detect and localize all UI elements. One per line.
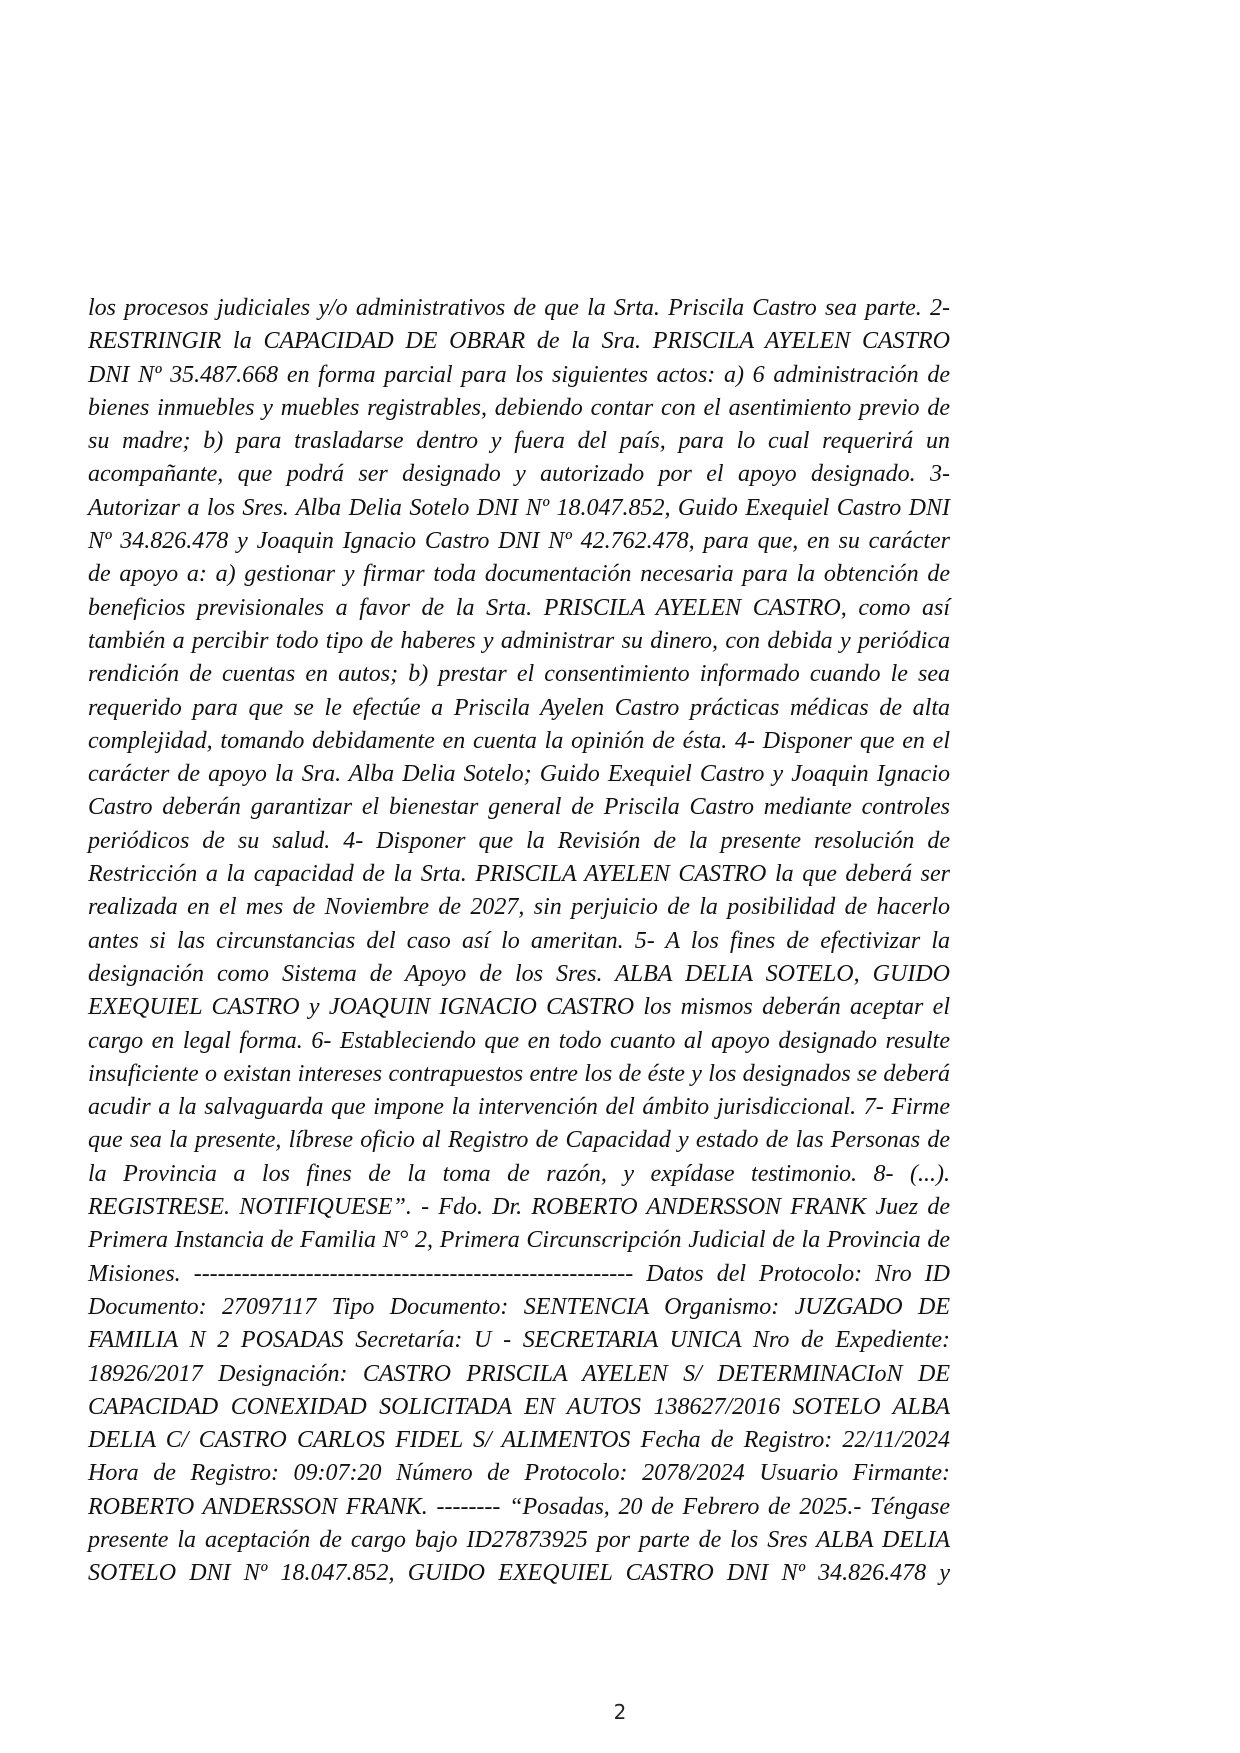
- text-line: requerido para que se le efectúe a Priscila Ayelen Castro prácticas médicas de alta: [88, 694, 950, 721]
- text-line: acompañante, que podrá ser designado y autorizado por el apoyo designado. 3-: [88, 461, 950, 488]
- text-line: designación como Sistema de Apoyo de los Sres. ALBA DELIA SOTELO, GUIDO: [88, 960, 950, 987]
- text-line: insuficiente o existan intereses contrapuestos entre los de éste y los designados se deberá: [88, 1060, 950, 1087]
- text-line: antes si las circunstancias del caso así lo ameritan. 5- A los fines de efectivizar la: [88, 927, 950, 954]
- text-line: Autorizar a los Sres. Alba Delia Sotelo DNI Nº 18.047.852, Guido Exequiel Castro DNI: [88, 494, 950, 521]
- document-body: [88, 292, 950, 1624]
- text-line: acudir a la salvaguarda que impone la intervención del ámbito jurisdiccional. 7- Firme: [88, 1094, 950, 1121]
- text-line: RESTRINGIR la CAPACIDAD DE OBRAR de la Sra. PRISCILA AYELEN CASTRO: [88, 328, 950, 355]
- text-line: su madre; b) para trasladarse dentro y fuera del país, para lo cual requerirá un: [88, 428, 950, 455]
- text-line: Misiones. ------------------------------------------------------- Datos del Protocolo: Nro ID: [88, 1260, 950, 1287]
- page-number: 2: [613, 1700, 627, 1724]
- text-line: bienes inmuebles y muebles registrables, debiendo contar con el asentimiento previo de: [88, 394, 950, 421]
- text-line: Primera Instancia de Familia N° 2, Primera Circunscripción Judicial de la Provincia de: [88, 1227, 950, 1254]
- text-line: REGISTRESE. NOTIFIQUESE”. - Fdo. Dr. ROBERTO ANDERSSON FRANK Juez de: [88, 1194, 950, 1221]
- text-line: [88, 1591, 950, 1624]
- text-line: Nº 34.826.478 y Joaquin Ignacio Castro DNI Nº 42.762.478, para que, en su carácter: [88, 528, 950, 555]
- text-line: Restricción a la capacidad de la Srta. PRISCILA AYELEN CASTRO la que deberá ser: [88, 861, 950, 888]
- text-line: cargo en legal forma. 6- Estableciendo que en todo cuanto al apoyo designado resulte: [88, 1027, 950, 1054]
- text-line: beneficios previsionales a favor de la Srta. PRISCILA AYELEN CASTRO, como así: [88, 594, 950, 621]
- text-line: Documento: 27097117 Tipo Documento: SENTENCIA Organismo: JUZGADO DE: [88, 1293, 950, 1320]
- text-line: los procesos judiciales y/o administrativos de que la Srta. Priscila Castro sea parte. 2-: [88, 295, 950, 321]
- text-line: rendición de cuentas en autos; b) prestar el consentimiento informado cuando le sea: [88, 661, 950, 688]
- text-line: de apoyo a: a) gestionar y firmar toda documentación necesaria para la obtención de: [88, 561, 950, 588]
- text-line: presente la aceptación de cargo bajo ID27873925 por parte de los Sres ALBA DELIA: [88, 1526, 950, 1553]
- text-line: Hora de Registro: 09:07:20 Número de Protocolo: 2078/2024 Usuario Firmante:: [88, 1460, 950, 1487]
- text-line: EXEQUIEL CASTRO y JOAQUIN IGNACIO CASTRO los mismos deberán aceptar el: [88, 994, 950, 1021]
- text-line: CAPACIDAD CONEXIDAD SOLICITADA EN AUTOS 138627/2016 SOTELO ALBA: [88, 1393, 950, 1420]
- text-line: ROBERTO ANDERSSON FRANK. -------- “Posadas, 20 de Febrero de 2025.- Téngase: [88, 1493, 950, 1520]
- text-line: 18926/2017 Designación: CASTRO PRISCILA AYELEN S/ DETERMINACIoN DE: [88, 1360, 950, 1387]
- text-line: SOTELO DNI Nº 18.047.852, GUIDO EXEQUIEL CASTRO DNI Nº 34.826.478 y: [88, 1560, 950, 1587]
- text-line: periódicos de su salud. 4- Disponer que la Revisión de la presente resolución de: [88, 827, 950, 854]
- text-line: complejidad, tomando debidamente en cuenta la opinión de ésta. 4- Disponer que en el: [88, 727, 950, 754]
- text-line: la Provincia a los fines de la toma de razón, y expídase testimonio. 8- (...).: [88, 1160, 950, 1187]
- text-line: DELIA C/ CASTRO CARLOS FIDEL S/ ALIMENTOS Fecha de Registro: 22/11/2024: [88, 1427, 950, 1454]
- text-line: carácter de apoyo la Sra. Alba Delia Sotelo; Guido Exequiel Castro y Joaquin Ignacio: [88, 761, 950, 788]
- text-line: que sea la presente, líbrese oficio al Registro de Capacidad y estado de las Personas de: [88, 1127, 950, 1154]
- text-line: realizada en el mes de Noviembre de 2027, sin perjuicio de la posibilidad de hacerlo: [88, 894, 950, 921]
- text-line: FAMILIA N 2 POSADAS Secretaría: U - SECRETARIA UNICA Nro de Expediente:: [88, 1327, 950, 1354]
- text-line: también a percibir todo tipo de haberes y administrar su dinero, con debida y periódica: [88, 627, 950, 654]
- text-line: Castro deberán garantizar el bienestar general de Priscila Castro mediante controles: [88, 794, 950, 821]
- text-line: DNI Nº 35.487.668 en forma parcial para los siguientes actos: a) 6 administración de: [88, 361, 950, 388]
